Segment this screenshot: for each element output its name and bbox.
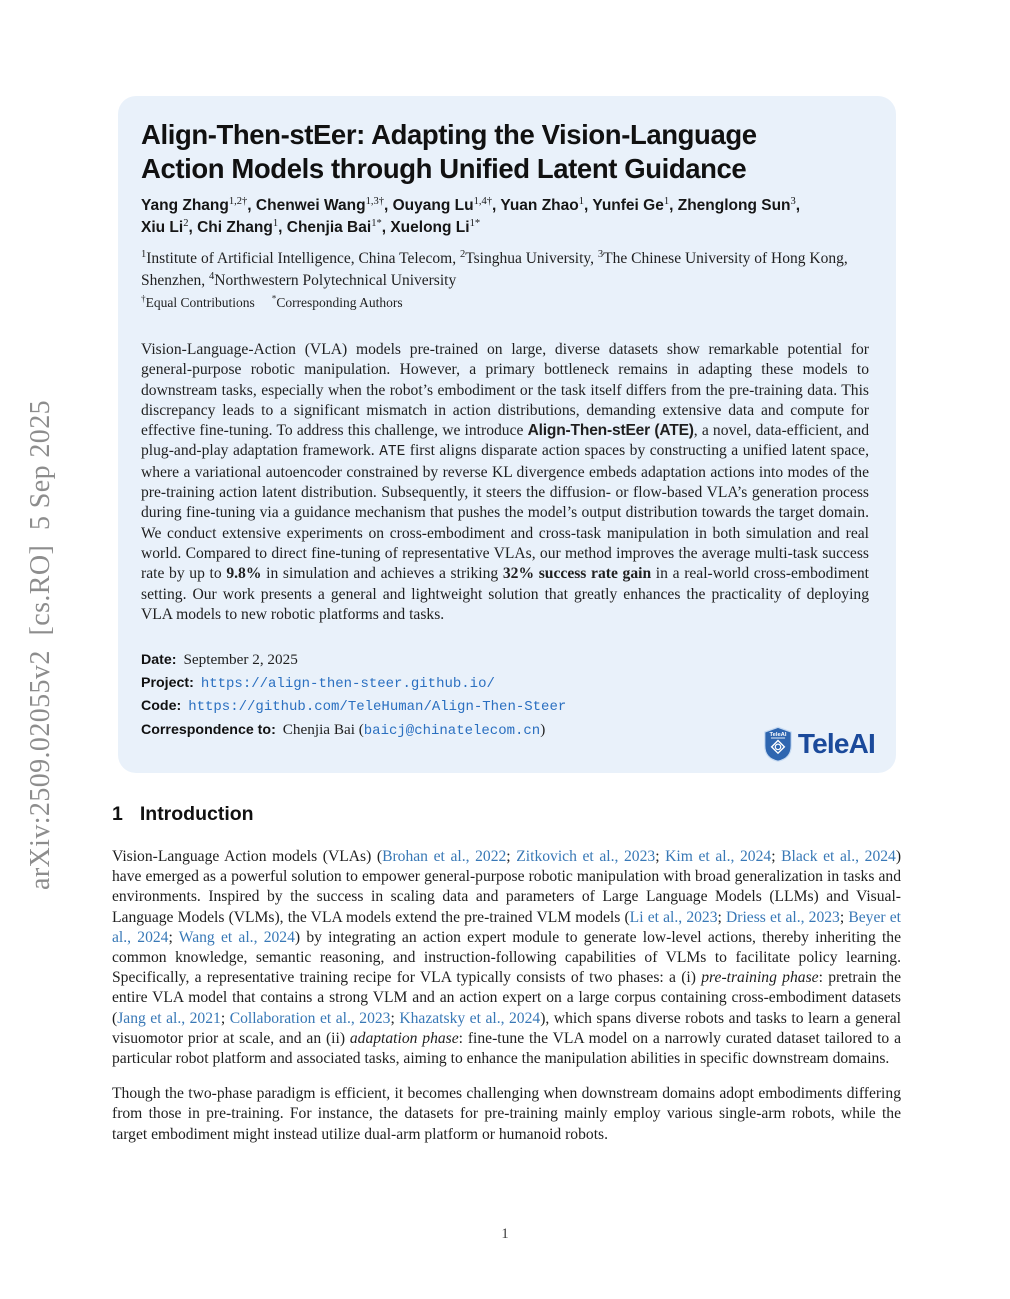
text-segment: 1,3† xyxy=(365,195,384,207)
text-segment: ; xyxy=(506,848,517,865)
paper-title-line-2: Action Models through Unified Latent Guidance xyxy=(141,152,747,184)
text-segment: Equal Contributions xyxy=(145,295,255,310)
paper-title xyxy=(141,118,869,185)
text-segment: , a novel, data-efficient, and plug-and-play adaptation framework. xyxy=(141,422,869,460)
text-segment: , xyxy=(492,197,501,214)
section-introduction xyxy=(112,803,901,1160)
text-segment: Chenjia Bai xyxy=(286,219,372,236)
author-list xyxy=(141,195,869,239)
citation-link[interactable]: Zitkovich et al., 2023 xyxy=(516,848,656,865)
text-segment: 32% success rate gain xyxy=(502,565,652,583)
text-segment: 9.8% xyxy=(226,565,262,583)
text-segment: Ouyang Lu xyxy=(392,197,474,214)
author-line-1 xyxy=(141,195,869,217)
date-label: Date: xyxy=(141,652,177,669)
section-heading xyxy=(112,803,901,826)
text-segment: Yunfei Ge xyxy=(592,197,664,214)
text-segment: Zhenglong Sun xyxy=(677,197,791,214)
text-segment: , xyxy=(795,197,801,214)
intro-paragraph-1 xyxy=(112,847,901,1069)
text-segment: 2 xyxy=(459,248,466,260)
text-segment: Northwestern Polytechnical University xyxy=(214,271,457,289)
project-label: Project: xyxy=(141,674,194,691)
text-segment: Align-Then-stEer (ATE) xyxy=(527,422,694,440)
citation-link[interactable]: Li et al., 2023 xyxy=(629,908,718,926)
meta-code-line xyxy=(141,695,869,719)
text-segment: 1* xyxy=(469,217,481,229)
text-segment: ; xyxy=(771,848,782,865)
citation-link[interactable]: Wang et al., 2024 xyxy=(178,928,295,946)
abstract-card xyxy=(118,96,896,773)
text-segment: 1 xyxy=(272,217,279,229)
abstract-text xyxy=(141,340,869,625)
text-segment: Vision-Language Action models (VLAs) ( xyxy=(112,848,383,865)
text-segment: Yuan Zhao xyxy=(500,197,579,214)
section-title: Introduction xyxy=(139,803,254,825)
section-number: 1 xyxy=(112,803,123,825)
text-segment: ; xyxy=(839,908,849,926)
meta-correspondence-line xyxy=(141,719,869,743)
author-footnotes xyxy=(141,293,869,312)
text-segment: 1 xyxy=(578,195,584,207)
correspondence-close-paren: ) xyxy=(540,720,546,738)
text-segment: The Chinese University of Hong Kong, Shenzhen, xyxy=(141,250,848,289)
citation-link[interactable]: Jang et al., 2021 xyxy=(117,1009,221,1027)
citation-link[interactable]: Collaboration et al., 2023 xyxy=(229,1009,391,1027)
teleai-wordmark: TeleAI xyxy=(797,728,875,759)
citation-link[interactable]: Brohan et al., 2022 xyxy=(382,848,507,865)
text-segment: ATE xyxy=(379,444,406,461)
affiliations xyxy=(141,248,869,291)
text-segment: Vision-Language-Action (VLA) models pre-trained on large, diverse datasets show remarkable potential for general-purpose robotic manipulation. However, a primary bottleneck remains in adapting these models to downstream tasks, especially when the robot’s embodiment or the task itself differs from the pre-training data. This discrepancy leads to a significant mismatch in action distributions, demanding extensive data and compute for effective fine-tuning. To address this challenge, we introduce xyxy=(141,341,869,440)
paper-title-line-1: Align-Then-stEer: Adapting the Vision-Language xyxy=(141,119,757,150)
text-segment: , xyxy=(278,219,287,236)
text-segment: ; xyxy=(390,1009,400,1027)
text-segment: , xyxy=(384,197,393,214)
text-segment: 1 xyxy=(141,248,147,260)
text-segment: , xyxy=(381,219,391,236)
text-segment: Yang Zhang xyxy=(141,197,229,214)
text-segment: Xiu Li xyxy=(141,219,184,236)
text-segment: in simulation and achieves a striking xyxy=(261,565,503,583)
meta-block xyxy=(141,649,869,742)
text-segment: ; xyxy=(717,908,727,926)
text-segment: Tsinghua University, xyxy=(465,250,598,267)
arxiv-stamp-text: arXiv:2509.02055v2 [cs.RO] 5 Sep 2025 xyxy=(25,399,56,891)
text-segment: ; xyxy=(220,1009,230,1027)
text-segment: Xuelong Li xyxy=(390,219,470,236)
text-segment: Chi Zhang xyxy=(197,219,273,236)
teleai-logo xyxy=(763,726,875,762)
text-segment: † xyxy=(141,293,146,304)
code-label: Code: xyxy=(141,698,182,715)
text-segment: ), which spans diverse robots and tasks to learn a general visuomotor prior at scale, and an (ii) xyxy=(112,1009,902,1047)
text-segment: 4 xyxy=(209,270,215,282)
meta-project-line xyxy=(141,672,869,696)
text-segment: 1,2† xyxy=(228,195,248,207)
text-segment: 2 xyxy=(183,217,189,229)
text-segment: Corresponding Authors xyxy=(276,295,403,310)
text-segment: adaptation phase xyxy=(349,1029,459,1047)
text-segment: ) by integrating an action expert module to generate low-level actions, thereby inheriting the common knowledge, semantic reasoning, and instruction-following capabilities of VLMs to facilitate policy learning. Specifically, a representative training recipe for VLA typically consists of two phases: a (i) xyxy=(112,928,902,987)
text-segment: 3 xyxy=(597,248,604,260)
svg-text:TeleAI: TeleAI xyxy=(769,732,787,739)
text-segment: , xyxy=(669,197,678,214)
citation-link[interactable]: Kim et al., 2024 xyxy=(665,848,772,865)
text-segment: 1 xyxy=(663,195,670,207)
date-value: September 2, 2025 xyxy=(183,651,298,669)
citation-link[interactable]: Khazatsky et al., 2024 xyxy=(399,1009,541,1027)
citation-link[interactable]: Beyer et al., 2024 xyxy=(112,908,901,946)
text-segment: : pretrain the entire VLA model that contains a strong VLM and an action expert on a large corpus containing cross-embodiment datasets ( xyxy=(112,969,902,1027)
text-segment: first aligns disparate action spaces by constructing a unified latent space, where a variational autoencoder constrained by reverse KL divergence embeds adaptation actions into modes of the pre-training action latent distribution. Subsequently, it steers the diffusion- or flow-based VLA’s generation process during fine-tuning via a guidance mechanism that pushes the model’s output distribution towards the target domain. We conduct extensive experiments on cross-embodiment and cross-task manipulation in both simulation and real world. Compared to direct fine-tuning of representative VLAs, our method improves the average multi-task success rate by up to xyxy=(141,442,869,583)
teleai-shield-icon xyxy=(763,726,793,762)
correspondence-name: Chenjia Bai ( xyxy=(282,720,364,738)
text-segment: pre-training phase xyxy=(701,969,819,987)
text-segment: , xyxy=(247,197,256,214)
text-segment: * xyxy=(271,293,277,304)
meta-date-line xyxy=(141,649,869,672)
text-segment: ) have emerged as a powerful solution to empower general-purpose robotic manipulation with broad generalization in tasks and environments. Inspired by the success in scaling data and parameters of Large Language Models (LLMs) and Visual-Language Models (VLMs), the VLA models extend the pre-trained VLM models ( xyxy=(112,848,902,926)
text-segment: 1,4† xyxy=(473,195,493,207)
text-segment: 3 xyxy=(790,195,796,207)
text-segment: , xyxy=(188,219,198,236)
text-segment: Though the two-phase paradigm is efficient, it becomes challenging when downstream domains adopt embodiments differing from those in pre-training. For instance, the datasets for pre-training mainly employ various single-arm robots, while the target embodiment might instead utilize dual-arm platform or humanoid robots. xyxy=(112,1085,901,1143)
text-segment: Chenwei Wang xyxy=(255,197,366,214)
text-segment: Institute of Artificial Intelligence, China Telecom, xyxy=(146,250,460,267)
intro-paragraph-2 xyxy=(112,1084,901,1145)
citation-link[interactable]: Driess et al., 2023 xyxy=(726,908,840,926)
text-segment: ; xyxy=(655,848,666,865)
text-segment: : fine-tune the VLA model on a narrowly curated dataset tailored to a particular robot platform and associated tasks, aiming to enhance the manipulation abilities in specific downstream domains. xyxy=(112,1029,901,1068)
author-line-2 xyxy=(141,217,869,239)
correspondence-email-link[interactable]: baicj@chinatelecom.cn xyxy=(363,722,541,739)
code-link[interactable]: https://github.com/TeleHuman/Align-Then-Steer xyxy=(188,699,567,716)
correspondence-label: Correspondence to: xyxy=(141,721,276,738)
text-segment: ; xyxy=(168,928,179,946)
text-segment: 1* xyxy=(371,217,382,229)
page-number: 1 xyxy=(501,1226,509,1242)
citation-link[interactable]: Black et al., 2024 xyxy=(781,848,896,865)
text-segment: , xyxy=(584,197,593,214)
project-link[interactable]: https://align-then-steer.github.io/ xyxy=(200,675,495,692)
text-segment: in a real-world cross-embodiment setting. Our work presents a general and lightweight solution that greatly enhances the practicality of deploying VLA models to new robotic platforms and tasks. xyxy=(141,565,869,623)
